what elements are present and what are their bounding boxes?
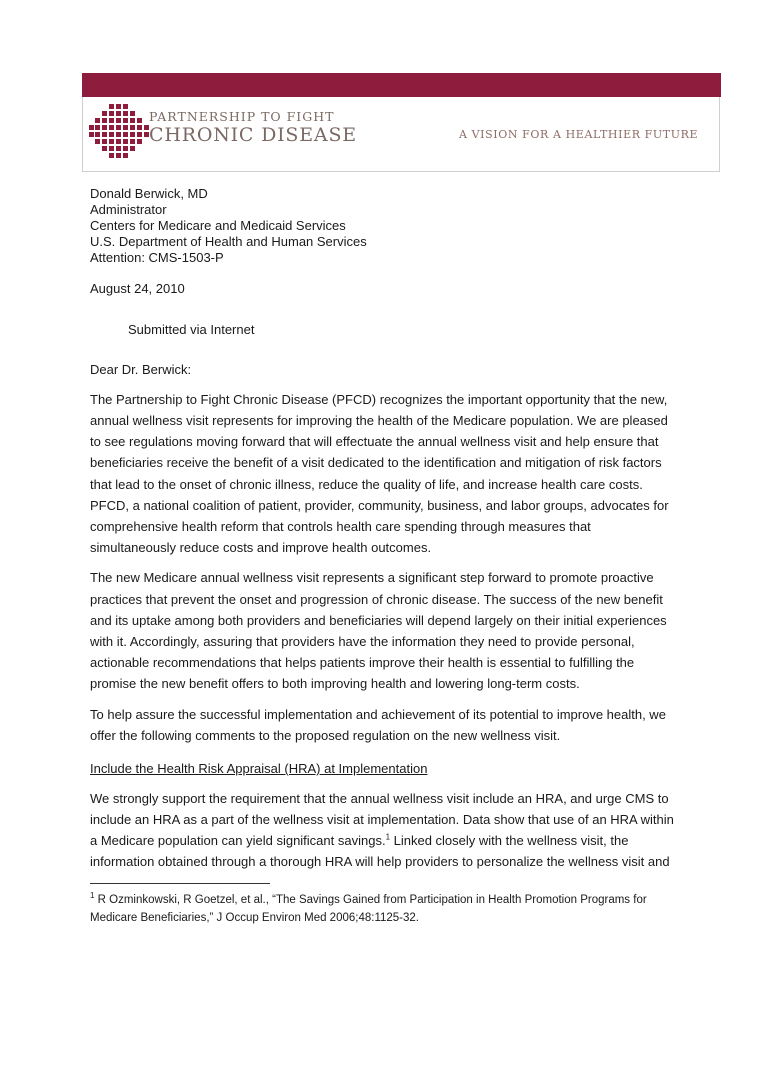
letter-date: August 24, 2010 bbox=[90, 281, 185, 296]
letterhead bbox=[82, 97, 720, 172]
header-brand-bar bbox=[82, 73, 721, 97]
paragraph-intro: The Partnership to Fight Chronic Disease (PFCD) recognizes the important opportunity that the new, annual wellness visit represents for improving the health of the Medicare population. We are pleased to see regulations moving forward that will effectuate the annual wellness visit and help ensure that beneficiaries receive the benefit of a visit dedicated to the identification and mitigation of risk factors that lead to the onset of chronic illness, reduce the quality of life, and increase health care costs. PFCD, a national coalition of patient, provider, community, business, and labor groups, advocates for comprehensive health reform that controls health care spending through measures that simultaneously reduce costs and improve health outcomes. bbox=[90, 391, 669, 556]
section-heading: Include the Health Risk Appraisal (HRA) at Implementation bbox=[90, 761, 428, 777]
address-line: U.S. Department of Health and Human Services bbox=[90, 234, 367, 249]
org-name-line2: CHRONIC DISEASE bbox=[149, 123, 357, 146]
footnote-text: R Ozminkowski, R Goetzel, et al., “The Savings Gained from Participation in Health Promotion Programs for Medicare Beneficiaries,” J Occup Environ Med 2006;48:1125-32. bbox=[90, 894, 647, 925]
letter-body bbox=[90, 186, 680, 927]
tagline: A VISION FOR A HEALTHIER FUTURE bbox=[459, 128, 699, 141]
recipient-address bbox=[90, 186, 680, 266]
pfcd-logo-icon bbox=[89, 104, 149, 164]
hra-text-part2: Linked closely with the wellness visit, the information obtained through a thorough HRA will help providers to personalize the wellness visit and bbox=[90, 833, 670, 870]
footnote-number: 1 bbox=[90, 891, 95, 901]
organization-name bbox=[149, 111, 357, 145]
paragraph-hra bbox=[90, 788, 680, 873]
footnote bbox=[90, 891, 680, 927]
address-line: Centers for Medicare and Medicaid Services bbox=[90, 218, 346, 233]
footnote-ref: 1 bbox=[385, 832, 391, 842]
hra-text-part1: We strongly support the requirement that the annual wellness visit include an HRA, and urge CMS to include an HRA as a part of the wellness visit at implementation. Data show that use of an HRA within a Medicare population can yield significant savings. bbox=[90, 790, 674, 849]
org-name-line1: PARTNERSHIP TO FIGHT bbox=[149, 109, 335, 124]
submission-note: Submitted via Internet bbox=[128, 321, 255, 337]
footnote-divider bbox=[90, 883, 270, 884]
address-line: Attention: CMS-1503-P bbox=[90, 250, 224, 265]
paragraph-comments: To help assure the successful implementation and achievement of its potential to improve health, we offer the following comments to the proposed regulation on the new wellness visit. bbox=[90, 706, 666, 743]
salutation: Dear Dr. Berwick: bbox=[90, 362, 192, 378]
address-line: Administrator bbox=[90, 202, 167, 217]
address-line: Donald Berwick, MD bbox=[90, 186, 208, 201]
paragraph-benefit: The new Medicare annual wellness visit represents a significant step forward to promote proactive practices that prevent the onset and progression of chronic disease. The success of the new benefit and its uptake among both providers and beneficiaries will depend largely on their initial experiences with it. Accordingly, assuring that providers have the information they need to provide personal, actionable recommendations that helps patients improve their health is essential to fulfilling the promise the new benefit offers to both improving health and lowering long-term costs. bbox=[90, 570, 667, 692]
